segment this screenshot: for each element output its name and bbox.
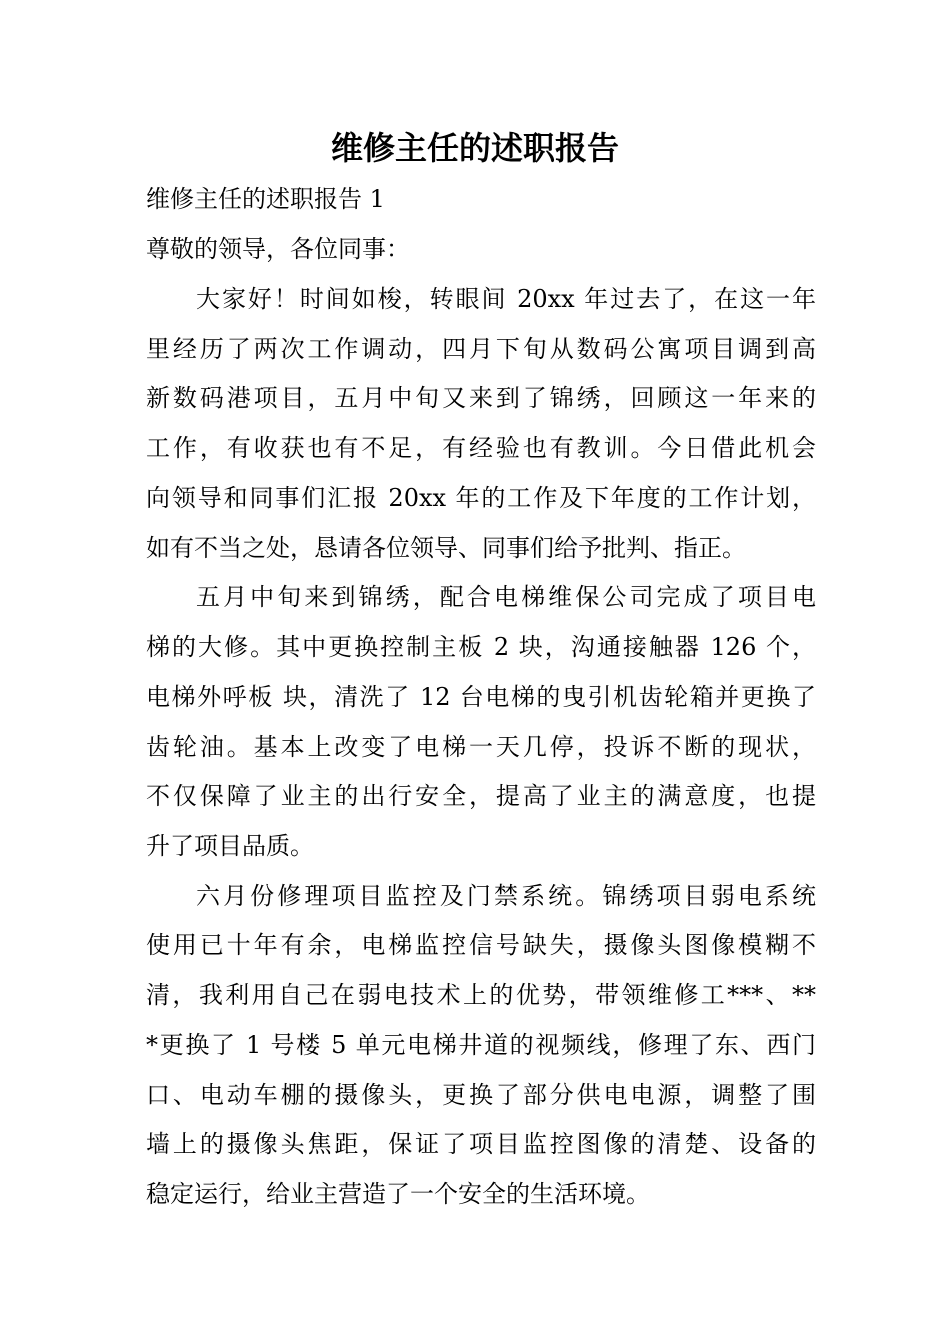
- paragraph-line: 新数码港项目，五月中旬又来到了锦绣，回顾这一年来的: [146, 384, 816, 412]
- paragraph-line: 不仅保障了业主的出行安全，提高了业主的满意度，也提: [146, 782, 816, 810]
- paragraph-line: 工作，有收获也有不足，有经验也有教训。今日借此机会: [146, 434, 816, 462]
- paragraph-line: 齿轮油。基本上改变了电梯一天几停，投诉不断的现状，: [146, 733, 816, 761]
- paragraph-line: 墙上的摄像头焦距，保证了项目监控图像的清楚、设备的: [146, 1130, 816, 1158]
- paragraph-line: 如有不当之处，恳请各位领导、同事们给予批判、指正。: [146, 534, 746, 562]
- document-title: 维修主任的述职报告: [330, 129, 619, 167]
- paragraph-line: 稳定运行，给业主营造了一个安全的生活环境。: [146, 1180, 650, 1208]
- paragraph-line: 电梯外呼板 块，清洗了 12 台电梯的曳引机齿轮箱并更换了: [146, 683, 816, 711]
- document-subtitle: 维修主任的述职报告 1: [146, 185, 385, 213]
- paragraph-line: *更换了 1 号楼 5 单元电梯井道的视频线，修理了东、西门: [146, 1031, 816, 1059]
- paragraph-line: 使用已十年有余，电梯监控信号缺失，摄像头图像模糊不: [146, 931, 816, 959]
- salutation: 尊敬的领导，各位同事：: [146, 235, 410, 263]
- paragraph-line: 口、电动车棚的摄像头，更换了部分供电电源，调整了围: [146, 1081, 816, 1109]
- paragraph-line: 升了项目品质。: [146, 832, 314, 860]
- paragraph-line: 梯的大修。其中更换控制主板 2 块，沟通接触器 126 个，: [146, 633, 816, 661]
- paragraph-line: 里经历了两次工作调动，四月下旬从数码公寓项目调到高: [146, 335, 816, 363]
- paragraph-line: 六月份修理项目监控及门禁系统。锦绣项目弱电系统: [196, 882, 816, 910]
- paragraph-line: 向领导和同事们汇报 20xx 年的工作及下年度的工作计划，: [146, 484, 816, 512]
- paragraph-line: 清，我利用自己在弱电技术上的优势，带领维修工***、**: [146, 981, 816, 1009]
- paragraph-line: 大家好！时间如梭，转眼间 20xx 年过去了，在这一年: [196, 285, 816, 313]
- paragraph-line: 五月中旬来到锦绣，配合电梯维保公司完成了项目电: [196, 583, 816, 611]
